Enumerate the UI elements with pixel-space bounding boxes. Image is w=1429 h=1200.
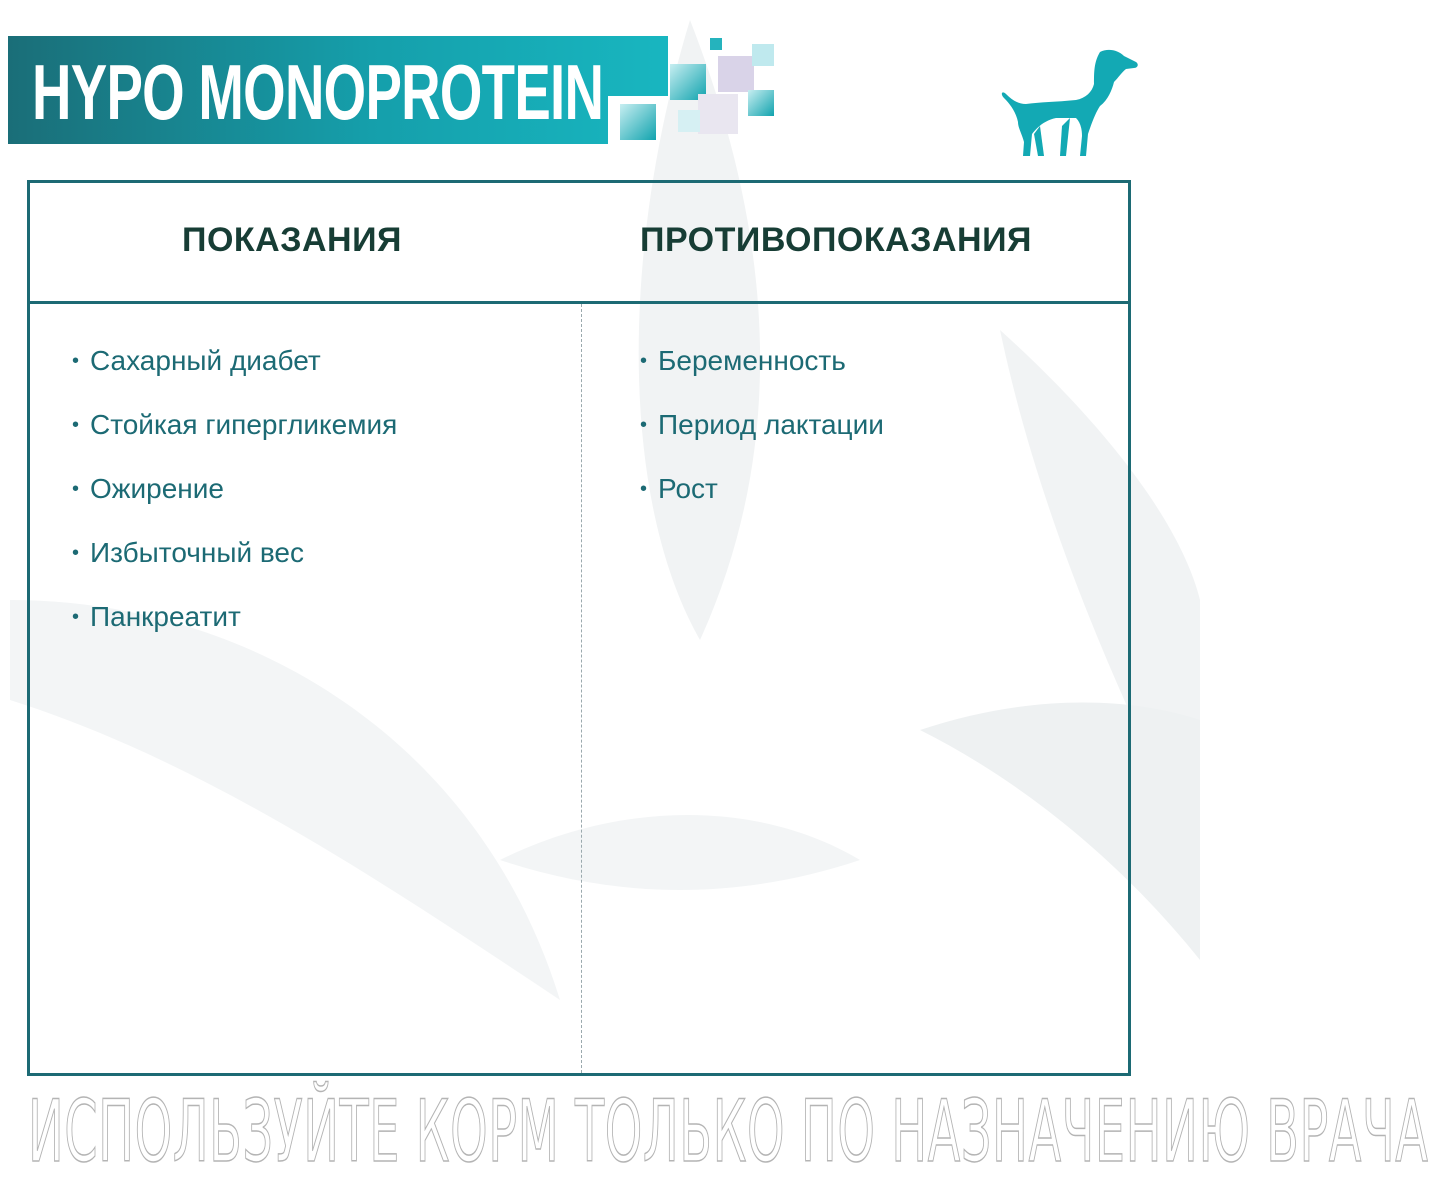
list-item — [72, 457, 397, 521]
bullet-icon: • — [72, 413, 80, 436]
contraindication-text: Период лактации — [658, 409, 884, 440]
contraindication-text: Рост — [658, 473, 718, 504]
indication-text: Сахарный диабет — [90, 345, 321, 376]
bullet-icon: • — [72, 349, 80, 372]
bullet-icon: • — [72, 477, 80, 500]
column-divider — [581, 304, 582, 1073]
contraindications-list — [640, 329, 884, 521]
list-item — [72, 521, 397, 585]
list-item — [72, 393, 397, 457]
bullet-icon: • — [72, 605, 80, 628]
product-title: HYPO MONOPROTEIN — [32, 48, 604, 136]
indication-text: Избыточный вес — [90, 537, 305, 568]
header-banner — [8, 36, 748, 144]
bullet-icon: • — [640, 349, 648, 372]
list-item — [640, 457, 884, 521]
indications-list — [72, 329, 397, 649]
contraindications-header: ПРОТИВОПОКАЗАНИЯ — [640, 221, 1032, 259]
bullet-icon: • — [640, 477, 648, 500]
bullet-icon: • — [640, 413, 648, 436]
list-item — [640, 393, 884, 457]
indication-text: Ожирение — [90, 473, 224, 504]
bullet-icon: • — [72, 541, 80, 564]
list-item — [72, 585, 397, 649]
contraindication-text: Беременность — [658, 345, 846, 376]
table-header-row — [30, 183, 1128, 304]
vet-prescription-notice: ИСПОЛЬЗУЙТЕ КОРМ ТОЛЬКО ПО НАЗНАЧЕНИЮ ВРАЧА — [28, 1082, 1429, 1182]
list-item — [640, 329, 884, 393]
indication-text: Панкреатит — [90, 601, 241, 632]
list-item — [72, 329, 397, 393]
indication-text: Стойкая гипергликемия — [90, 409, 398, 440]
indications-header: ПОКАЗАНИЯ — [182, 221, 402, 259]
indications-table — [27, 180, 1131, 1076]
dog-icon — [996, 42, 1142, 162]
